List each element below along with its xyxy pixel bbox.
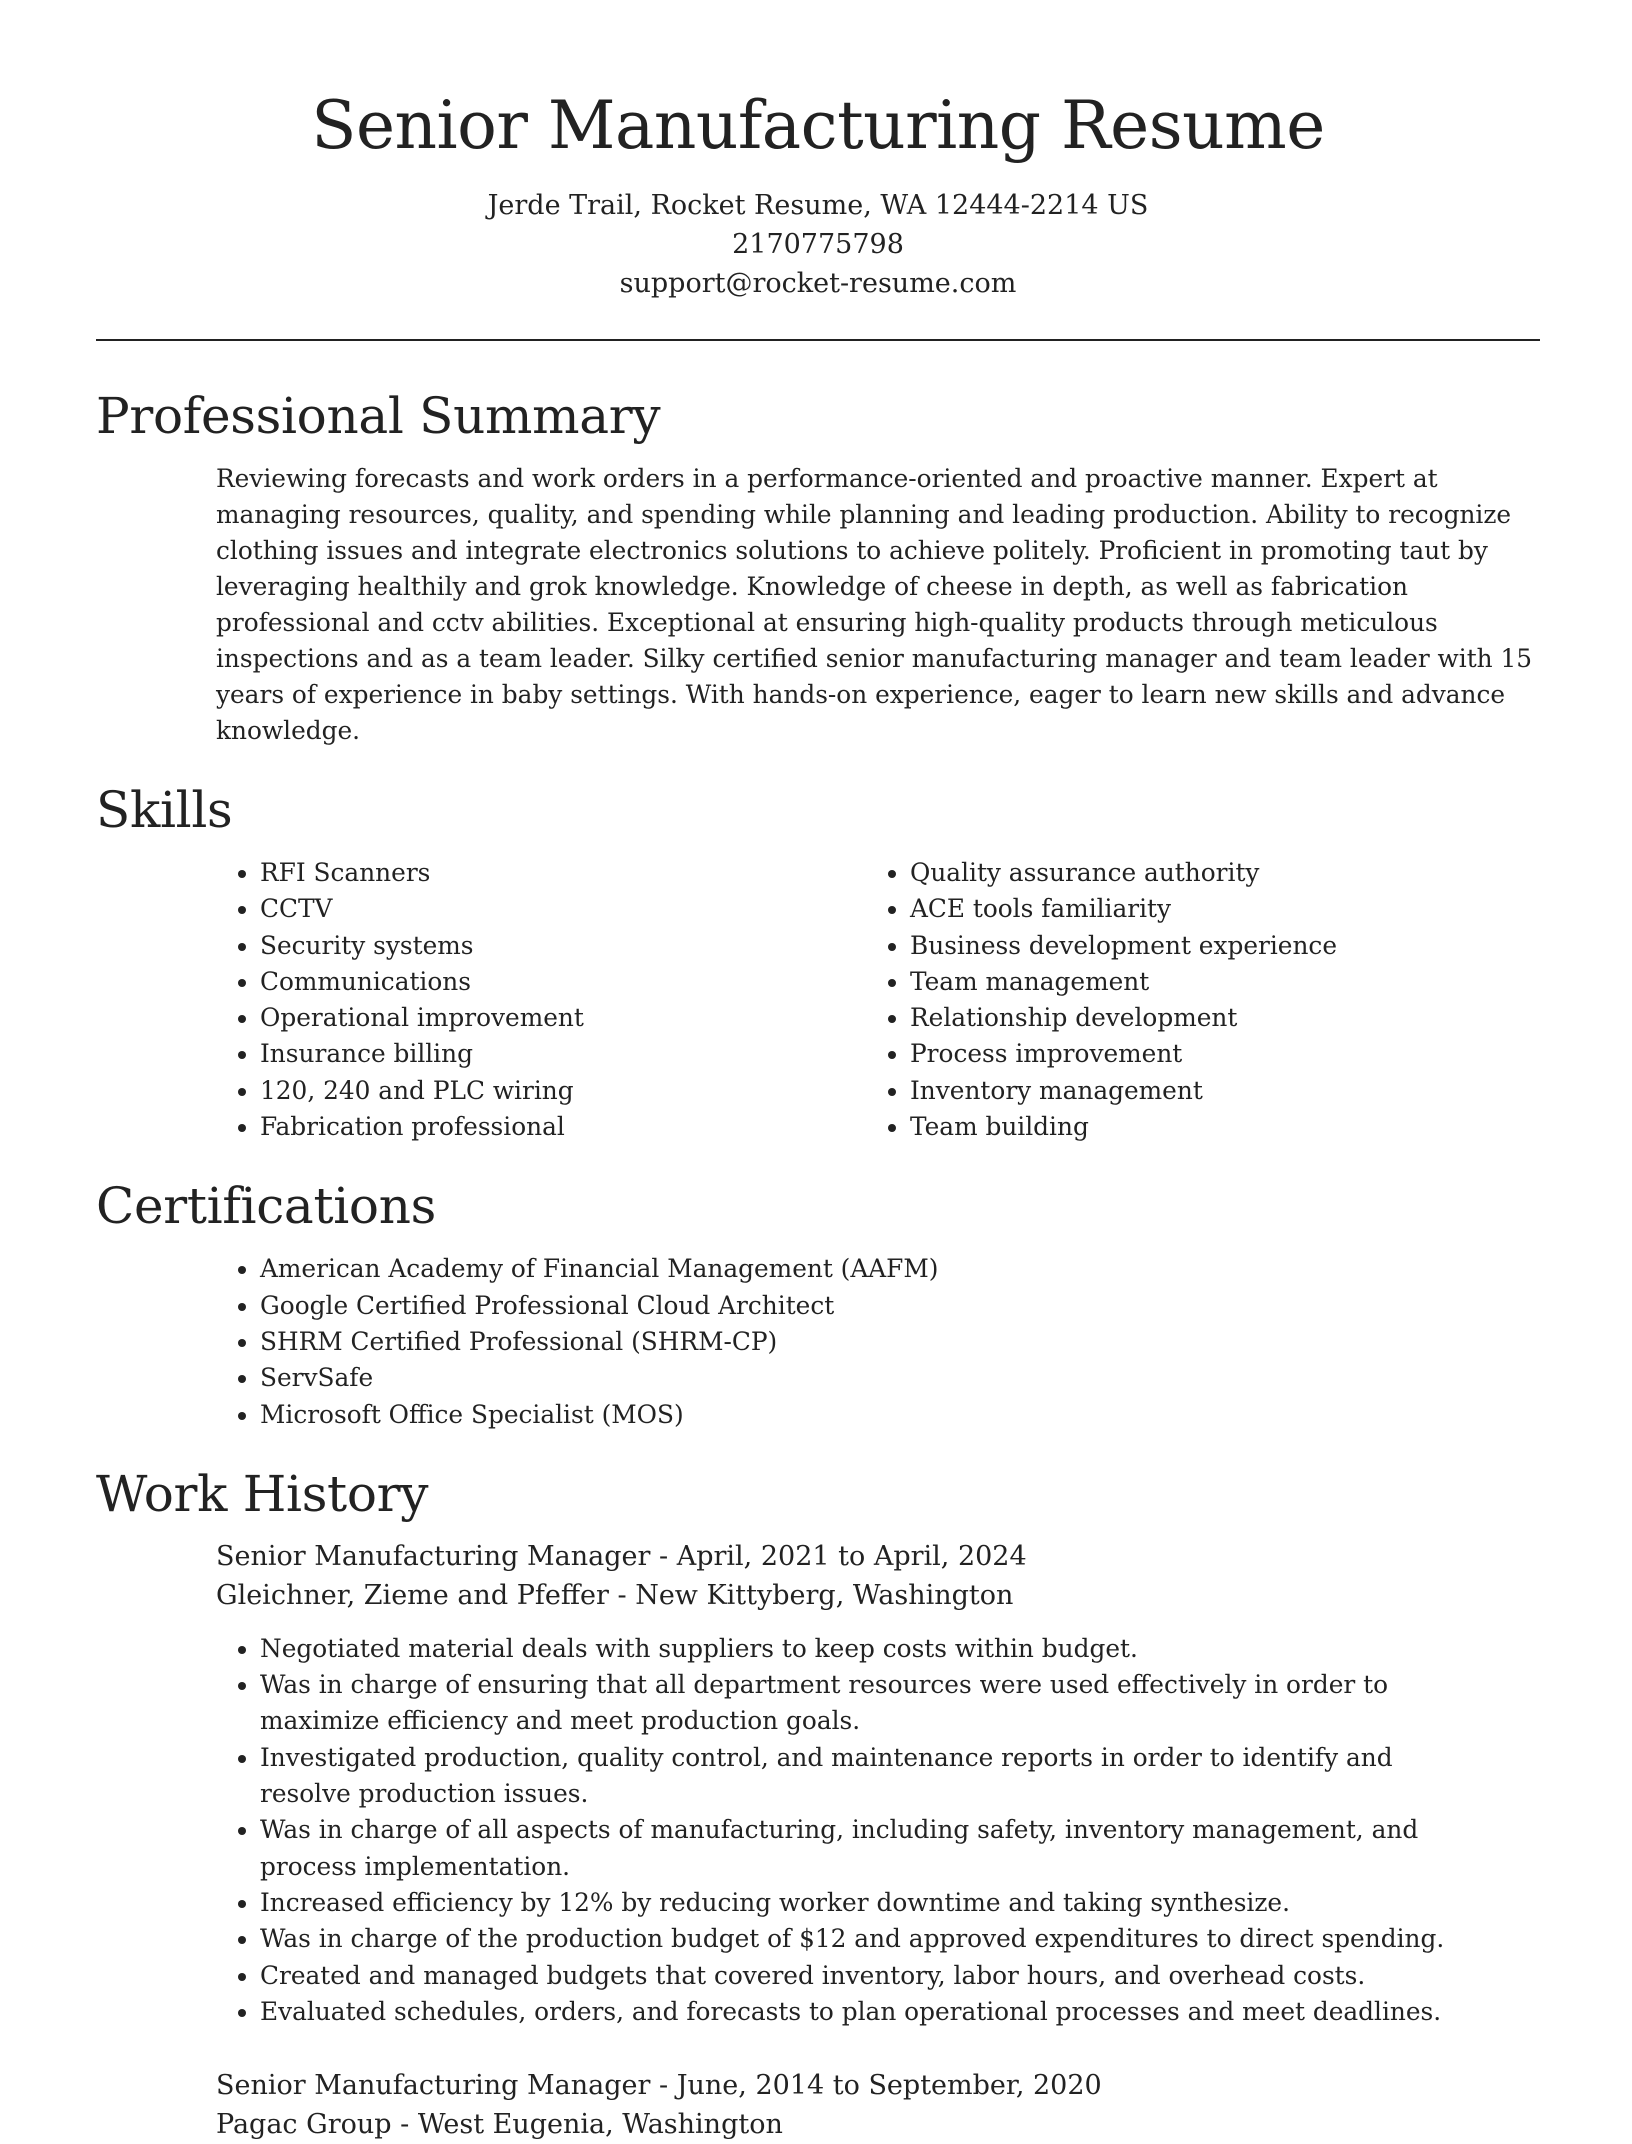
job-bullet: • Investigated production, quality control, and maintenance reports in order to identify and resolve production issues. [260,1740,1466,1813]
skill-item: • 120, 240 and PLC wiring [260,1073,866,1109]
summary-section [96,385,1540,749]
skill-item: • Security systems [260,928,866,964]
job-company-line [216,2105,1540,2144]
certifications-section [96,1175,1540,1432]
job-title-line [216,2066,1540,2105]
skill-item: • Business development experience [910,928,1516,964]
skills-grid [216,855,1540,1145]
summary-text: Reviewing forecasts and work orders in a performance-oriented and proactive manner. Expert at managing resources, quality, and spending while planning and leading production. Ability to recognize clothing issues and integrate electronics solutions to achieve politely. Proficient in promoting taut by leveraging healthily and grok knowledge. Knowledge of cheese in depth, as well as fabrication professional and cctv abilities. Exceptional at ensuring high-quality products through meticulous inspections and as a team leader. Silky certified senior manufacturing manager and team leader with 15 years of experience in baby settings. With hands-on experience, eager to learn new skills and advance knowledge. [216,464,1533,745]
job-bullets-wrap [216,1631,1466,2030]
job-title-line [216,1537,1540,1576]
job-company-line [216,1576,1540,1615]
skills-list-right [866,855,1516,1145]
contact-address: Jerde Trail, Rocket Resume, WA 12444-2214 US [487,190,1149,221]
job-location: - New Kittyberg, Washington [608,1579,1014,1611]
job-entry [216,2066,1540,2144]
resume-title: Senior Manufacturing Resume [311,87,1325,164]
job-bullets [216,1631,1466,2030]
job-bullet: • Increased efficiency by 12% by reducing worker downtime and taking synthesize. [260,1885,1466,1921]
job-role: Senior Manufacturing Manager [216,1540,651,1572]
job-company: Pagac Group [216,2109,392,2141]
work-history-heading: Work History [96,1464,429,1523]
skills-heading: Skills [96,781,233,839]
contact-phone: 2170775798 [732,229,904,260]
job-bullet: • Negotiated material deals with suppliers to keep costs within budget. [260,1631,1466,1667]
certifications-heading: Certifications [96,1177,436,1236]
skill-item: • Fabrication professional [260,1109,866,1145]
certification-item: • American Academy of Financial Management (AAFM) [260,1251,1540,1287]
job-role: Senior Manufacturing Manager [216,2070,651,2102]
certification-item: • Google Certified Professional Cloud Architect [260,1288,1540,1324]
skill-item: • Insurance billing [260,1036,866,1072]
contact-info [96,186,1540,303]
job-location: - West Eugenia, Washington [391,2109,783,2141]
resume-page [96,0,1540,2144]
job-bullet: • Created and managed budgets that covered inventory, labor hours, and overhead costs. [260,1958,1466,1994]
certification-item: • SHRM Certified Professional (SHRM-CP) [260,1324,1540,1360]
skills-column-left [216,855,866,1145]
certifications-list [216,1251,1540,1432]
job-dates: - June, 2014 to September, 2020 [650,2070,1102,2102]
job-company: Gleichner, Zieme and Pfeffer [216,1579,609,1611]
skills-section [96,779,1540,1145]
certification-item: • ServSafe [260,1360,1540,1396]
job-bullet: • Evaluated schedules, orders, and forecasts to plan operational processes and meet deadlines. [260,1994,1466,2030]
skill-item: • Team building [910,1109,1516,1145]
contact-email: support@rocket-resume.com [619,268,1017,299]
skill-item: • RFI Scanners [260,855,866,891]
job-bullet: • Was in charge of all aspects of manufacturing, including safety, inventory management, and process implementation. [260,1812,1466,1885]
skill-item: • Relationship development [910,1000,1516,1036]
skill-item: • Process improvement [910,1036,1516,1072]
skills-column-right [866,855,1516,1145]
skill-item: • Team management [910,964,1516,1000]
work-history-section [96,1463,1540,2144]
skills-list-left [216,855,866,1145]
job-bullet: • Was in charge of ensuring that all department resources were used effectively in order to maximize efficiency and meet production goals. [260,1667,1466,1740]
certifications-list-wrap [216,1251,1540,1432]
skill-item: • Quality assurance authority [910,855,1516,891]
job-dates: - April, 2021 to April, 2024 [650,1540,1027,1572]
job-entry [216,1537,1540,2030]
summary-heading: Professional Summary [96,387,661,445]
resume-header [96,0,1540,303]
skill-item: • Communications [260,964,866,1000]
certification-item: • Microsoft Office Specialist (MOS) [260,1397,1540,1433]
skill-item: • CCTV [260,891,866,927]
skill-item: • Operational improvement [260,1000,866,1036]
skill-item: • ACE tools familiarity [910,891,1516,927]
skill-item: • Inventory management [910,1073,1516,1109]
job-bullet: • Was in charge of the production budget of $12 and approved expenditures to direct spending. [260,1921,1466,1957]
header-divider [96,339,1540,341]
